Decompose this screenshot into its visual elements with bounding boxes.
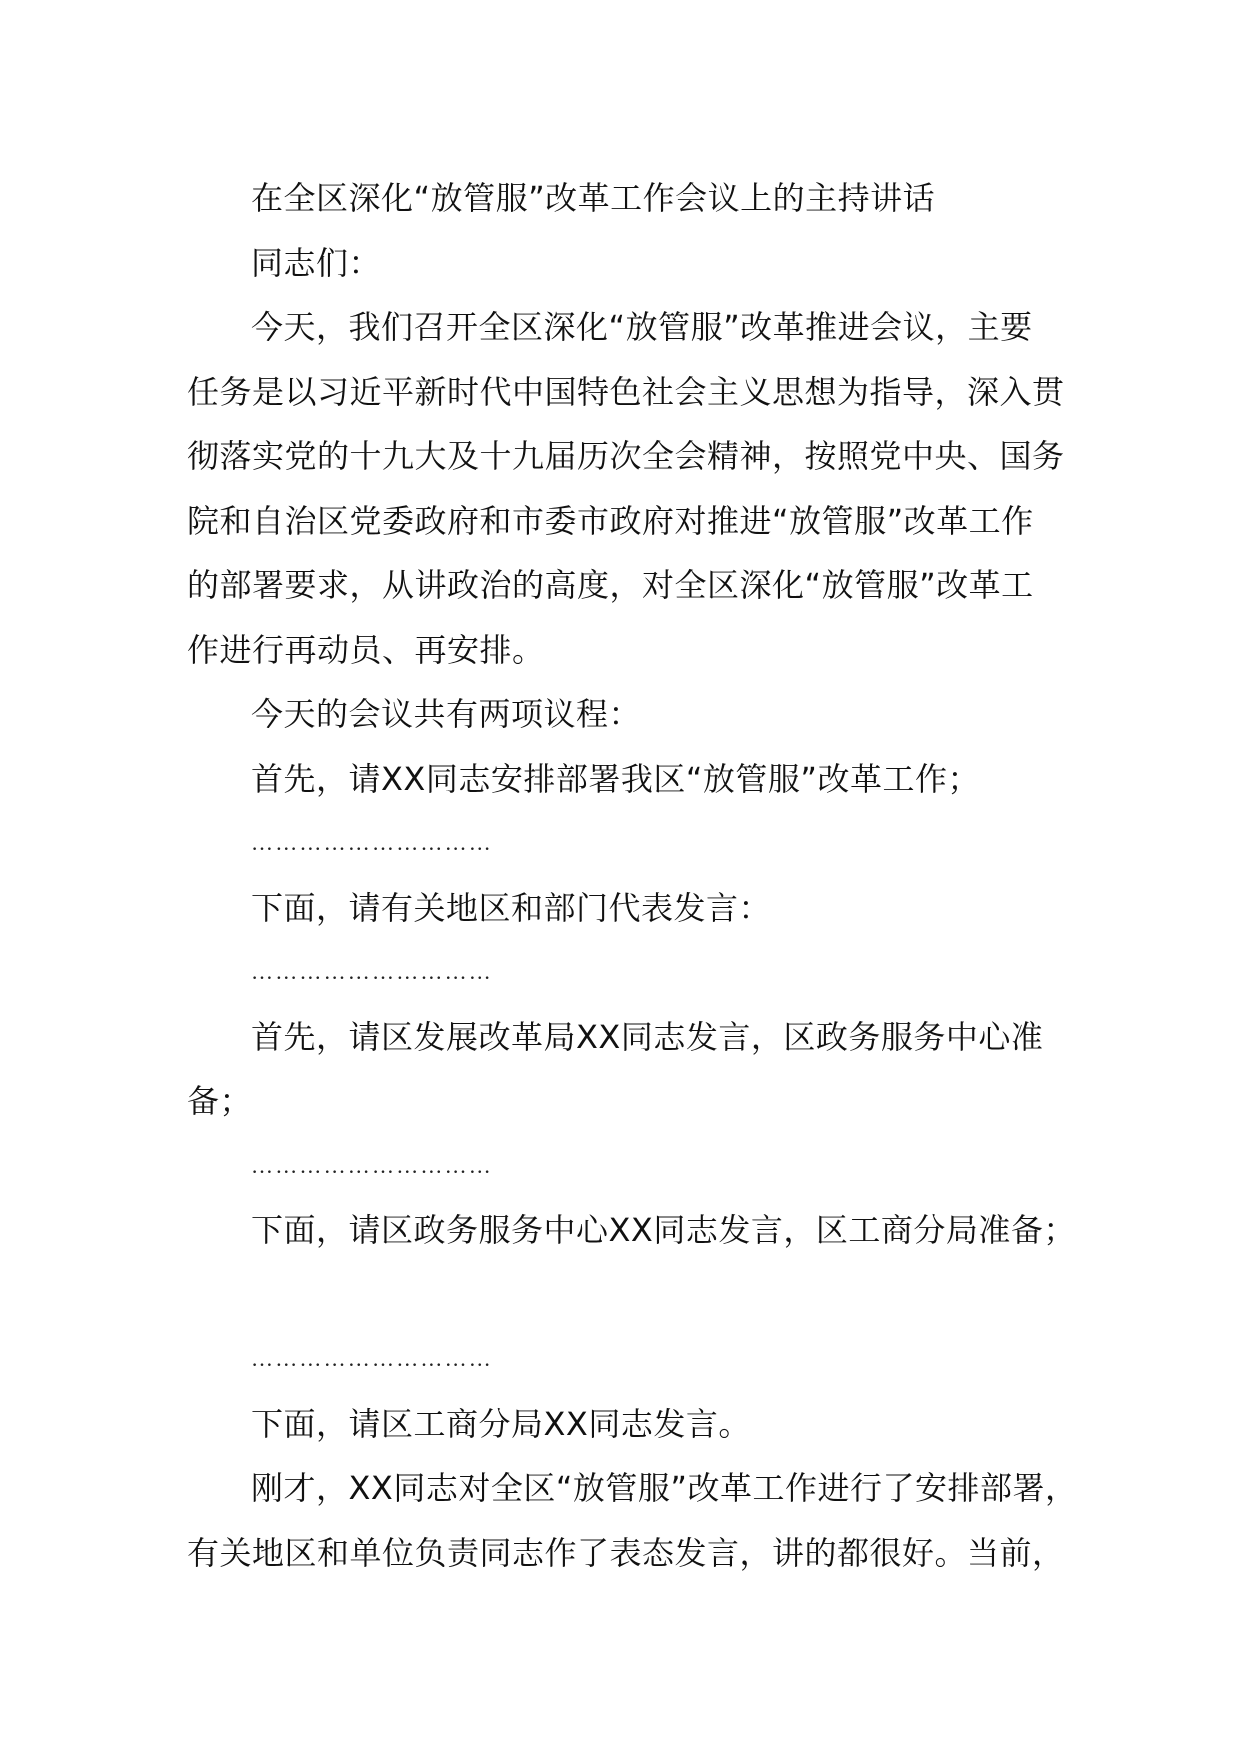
speaker-government-service-center: 下面，请区政务服务中心XX同志发言，区工商分局准备； (251, 1211, 1076, 1249)
ellipsis-separator: ………………………… (251, 1152, 493, 1178)
ellipsis-separator: ………………………… (251, 1346, 493, 1371)
opening-paragraph-line-2: 任务是以习近平新时代中国特色社会主义思想为指导，深入贯 (187, 372, 1065, 411)
paragraph-spacer (187, 1263, 1057, 1328)
speaker-development-reform-line-2: 备； (187, 1082, 253, 1120)
speaker-development-reform-line-1: 首先，请区发展改革局XX同志发言，区政务服务中心准 (251, 1017, 1044, 1056)
opening-paragraph-line-4: 院和自治区党委政府和市委市政府对推进“放管服”改革工作 (187, 501, 1034, 540)
closing-paragraph-line-2: 有关地区和单位负责同志作了表态发言，讲的都很好。当前， (187, 1533, 1065, 1572)
opening-paragraph-line-5: 的部署要求，从讲政治的高度，对全区深化“放管服”改革工 (187, 566, 1034, 604)
agenda-item-speeches: 下面，请有关地区和部门代表发言： (251, 888, 772, 927)
speaker-industry-commerce-branch: 下面，请区工商分局XX同志发言。 (251, 1404, 751, 1443)
speech-title: 在全区深化“放管服”改革工作会议上的主持讲话 (251, 179, 936, 217)
ellipsis-separator: ………………………… (251, 830, 493, 855)
agenda-intro: 今天的会议共有两项议程： (251, 695, 642, 733)
ellipsis-separator: ………………………… (251, 959, 493, 984)
speech-body (187, 166, 1078, 1585)
closing-paragraph-line-1: 刚才，XX同志对全区“放管服”改革工作进行了安排部署， (251, 1469, 1078, 1507)
opening-paragraph-line-6: 作进行再动员、再安排。 (187, 630, 545, 669)
opening-paragraph-line-3: 彻落实党的十九大及十九届历次全会精神，按照党中央、国务 (187, 437, 1065, 475)
agenda-item-first: 首先，请XX同志安排部署我区“放管服”改革工作； (251, 759, 981, 798)
salutation: 同志们： (251, 243, 382, 282)
opening-paragraph-line-1: 今天，我们召开全区深化“放管服”改革推进会议，主要 (251, 308, 1033, 346)
